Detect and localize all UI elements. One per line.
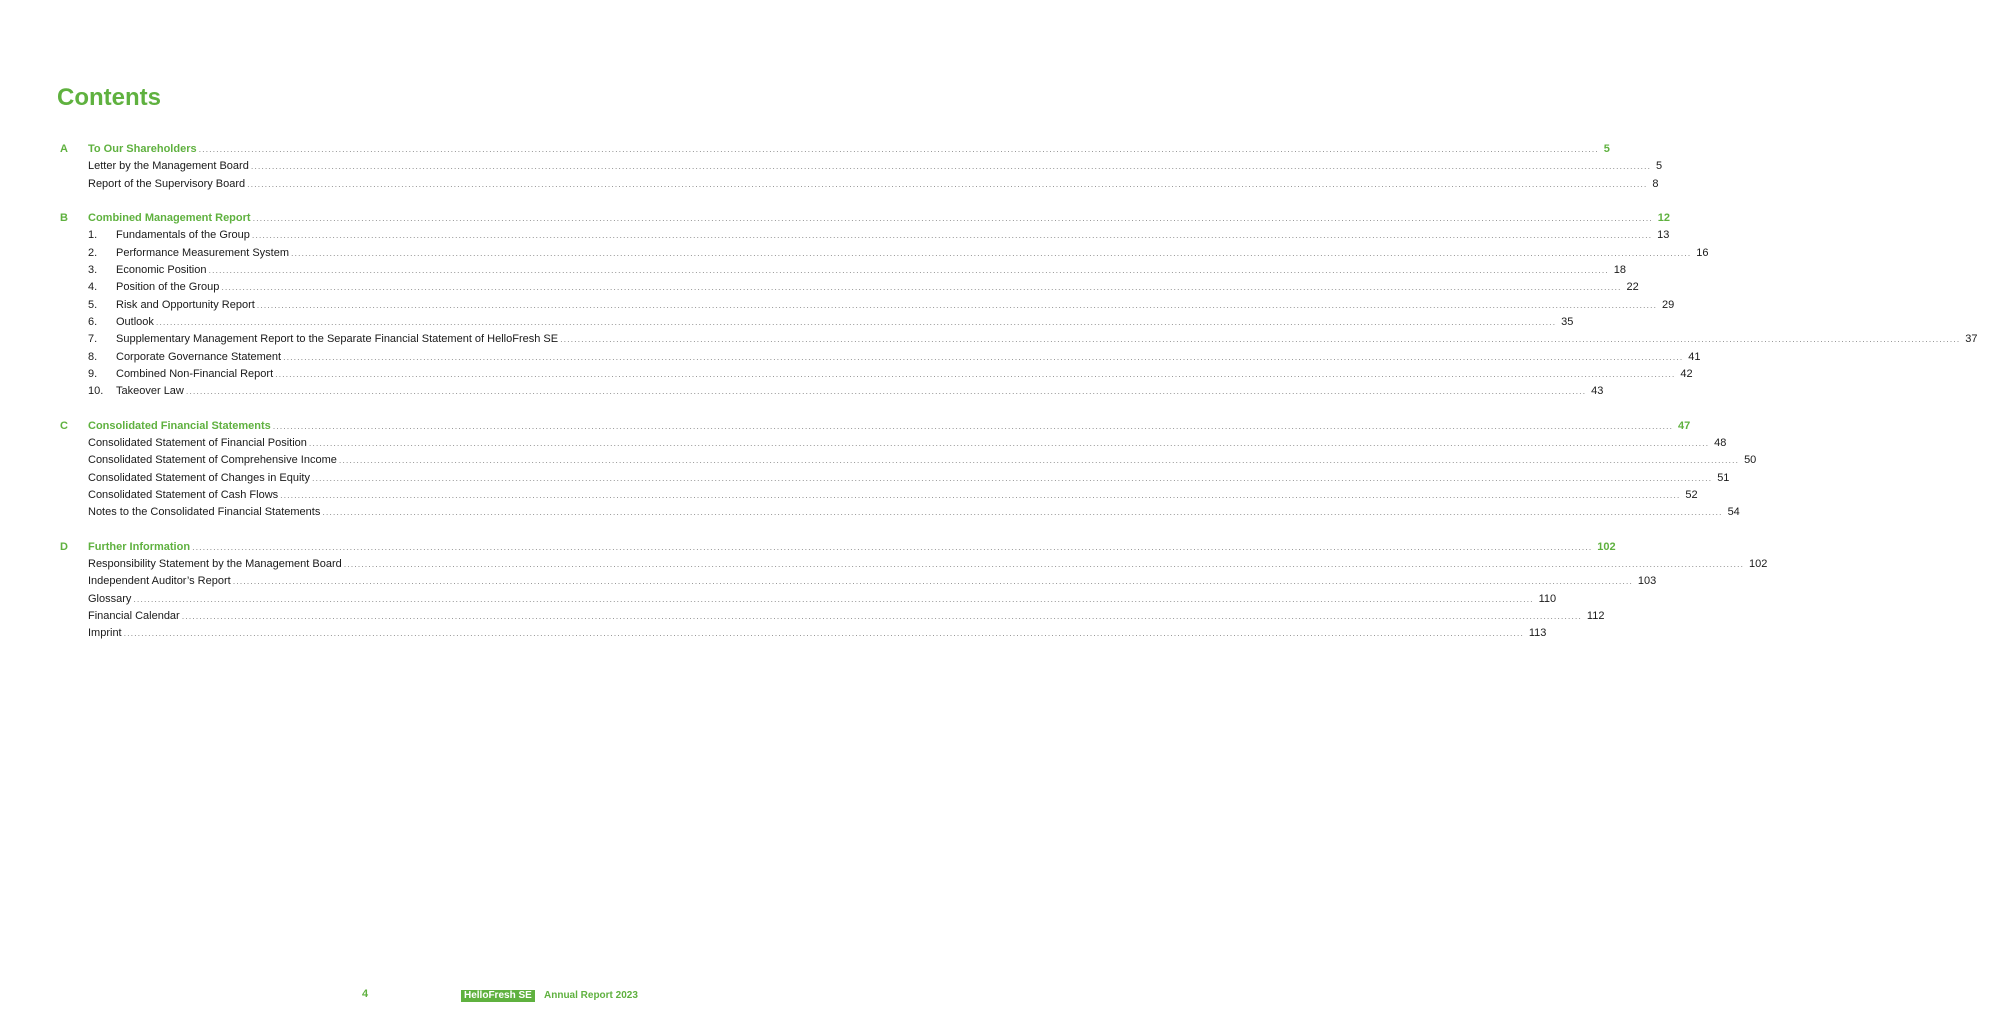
dot-leader: ................................................................................................................................................................................................................................................................................................................................................................................................................ — [322, 507, 1723, 518]
dot-leader: ................................................................................................................................................................................................................................................................................................................................................................................................................ — [133, 593, 1534, 604]
dot-leader: ................................................................................................................................................................................................................................................................................................................................................................................................................ — [251, 230, 1653, 241]
toc-entry[interactable] — [60, 504, 1740, 521]
dot-leader: ................................................................................................................................................................................................................................................................................................................................................................................................................ — [221, 282, 1622, 293]
toc-section-heading[interactable] — [60, 539, 1616, 556]
section-letter: B — [60, 212, 68, 225]
dot-leader: ................................................................................................................................................................................................................................................................................................................................................................................................................ — [123, 628, 1524, 639]
entry-title[interactable]: Letter by the Management Board — [88, 160, 249, 173]
section-page-number: 47 — [1677, 419, 1691, 432]
toc-section — [60, 210, 1978, 400]
toc-entry[interactable] — [60, 608, 1605, 625]
entry-title[interactable]: Combined Non-Financial Report — [116, 367, 274, 380]
entry-title[interactable]: Notes to the Consolidated Financial Statements — [88, 506, 321, 519]
dot-leader: ................................................................................................................................................................................................................................................................................................................................................................................................................ — [250, 161, 1652, 172]
entry-page-number: 35 — [1561, 315, 1574, 328]
entry-title[interactable]: Consolidated Statement of Financial Position — [88, 437, 307, 450]
section-page-number: 5 — [1603, 143, 1610, 155]
section-page-number: 12 — [1657, 212, 1671, 225]
entry-page-number: 41 — [1688, 350, 1701, 363]
dot-leader: ................................................................................................................................................................................................................................................................................................................................................................................................................ — [280, 489, 1681, 500]
entry-title[interactable]: Imprint — [88, 627, 122, 640]
entry-title[interactable]: Takeover Law — [116, 385, 184, 398]
toc-entry[interactable] — [60, 625, 1547, 642]
footer-report-title: Annual Report 2023 — [544, 990, 638, 1001]
toc-entry[interactable] — [60, 366, 1693, 383]
toc-entry[interactable] — [60, 158, 1663, 175]
section-title[interactable]: Further Information — [88, 540, 191, 553]
dot-leader: ................................................................................................................................................................................................................................................................................................................................................................................................................ — [308, 438, 1710, 449]
section-title[interactable]: To Our Shareholders — [88, 143, 197, 155]
toc-entry[interactable] — [60, 314, 1574, 331]
entry-page-number: 50 — [1744, 454, 1757, 467]
entry-title[interactable]: Consolidated Statement of Changes in Equity — [88, 471, 310, 484]
entry-title[interactable]: Consolidated Statement of Comprehensive Income — [88, 454, 337, 467]
dot-leader: ................................................................................................................................................................................................................................................................................................................................................................................................................ — [181, 611, 1582, 622]
dot-leader: ................................................................................................................................................................................................................................................................................................................................................................................................................ — [252, 213, 1653, 224]
entry-title[interactable]: Corporate Governance Statement — [116, 350, 282, 363]
entry-page-number: 42 — [1680, 367, 1693, 380]
toc-entry[interactable] — [60, 227, 1670, 244]
toc-entry[interactable] — [60, 176, 1659, 193]
toc-entry[interactable] — [60, 487, 1698, 504]
dot-leader: ................................................................................................................................................................................................................................................................................................................................................................................................................ — [155, 316, 1557, 327]
toc-entry[interactable] — [60, 573, 1657, 590]
toc-entry[interactable] — [60, 349, 1701, 366]
entry-title[interactable]: Risk and Opportunity Report — [116, 298, 255, 311]
entry-page-number: 113 — [1528, 627, 1547, 640]
entry-number: 6. — [88, 315, 98, 328]
entry-title[interactable]: Outlook — [116, 315, 154, 328]
entry-page-number: 54 — [1727, 506, 1740, 519]
entry-page-number: 13 — [1657, 229, 1670, 242]
entry-number: 10. — [88, 385, 104, 398]
dot-leader: ................................................................................................................................................................................................................................................................................................................................................................................................................ — [198, 144, 1599, 154]
toc-entry[interactable] — [60, 452, 1757, 469]
entry-page-number: 37 — [1965, 333, 1978, 346]
entry-page-number: 5 — [1656, 160, 1663, 173]
entry-title[interactable]: Report of the Supervisory Board — [88, 177, 246, 190]
entry-title[interactable]: Performance Measurement System — [116, 246, 290, 259]
toc-entry[interactable] — [60, 435, 1727, 452]
entry-number: 8. — [88, 350, 98, 363]
toc-section — [60, 141, 1663, 193]
toc-entry[interactable] — [60, 383, 1604, 400]
entry-page-number: 48 — [1714, 437, 1727, 450]
dot-leader: ................................................................................................................................................................................................................................................................................................................................................................................................................ — [272, 420, 1673, 431]
section-letter: C — [60, 419, 68, 432]
table-of-contents — [60, 141, 1978, 660]
toc-section — [60, 539, 1768, 643]
dot-leader: ................................................................................................................................................................................................................................................................................................................................................................................................................ — [343, 559, 1744, 570]
entry-page-number: 29 — [1662, 298, 1675, 311]
dot-leader: ................................................................................................................................................................................................................................................................................................................................................................................................................ — [208, 265, 1609, 276]
toc-section-heading[interactable] — [60, 210, 1671, 227]
entry-title[interactable]: Consolidated Statement of Cash Flows — [88, 488, 279, 501]
section-letter: A — [60, 143, 68, 155]
toc-entry[interactable] — [60, 556, 1768, 573]
entry-page-number: 51 — [1717, 471, 1730, 484]
entry-title[interactable]: Responsibility Statement by the Management Board — [88, 558, 342, 571]
toc-section-heading[interactable] — [60, 141, 1610, 158]
entry-page-number: 8 — [1652, 177, 1659, 190]
toc-entry[interactable] — [60, 279, 1639, 296]
entry-title[interactable]: Independent Auditor’s Report — [88, 575, 231, 588]
entry-number: 3. — [88, 264, 98, 277]
entry-title[interactable]: Position of the Group — [116, 281, 220, 294]
toc-entry[interactable] — [60, 331, 1978, 348]
entry-number: 7. — [88, 333, 98, 346]
entry-page-number: 18 — [1613, 264, 1626, 277]
dot-leader: ................................................................................................................................................................................................................................................................................................................................................................................................................ — [185, 386, 1587, 397]
dot-leader: ................................................................................................................................................................................................................................................................................................................................................................................................................ — [192, 541, 1593, 552]
entry-title[interactable]: Economic Position — [116, 264, 207, 277]
section-letter: D — [60, 540, 68, 553]
footer-page-number: 4 — [362, 988, 369, 1000]
dot-leader: ................................................................................................................................................................................................................................................................................................................................................................................................................ — [247, 178, 1648, 189]
entry-title[interactable]: Financial Calendar — [88, 610, 180, 623]
entry-title[interactable]: Fundamentals of the Group — [116, 229, 250, 242]
toc-section-heading[interactable] — [60, 418, 1691, 435]
entry-page-number: 112 — [1586, 610, 1605, 623]
footer-brand-label: HelloFresh SE — [461, 990, 535, 1002]
toc-entry[interactable] — [60, 591, 1557, 608]
entry-number: 4. — [88, 281, 98, 294]
dot-leader: ................................................................................................................................................................................................................................................................................................................................................................................................................ — [560, 334, 1961, 345]
entry-page-number: 22 — [1626, 281, 1639, 294]
toc-entry[interactable] — [60, 470, 1730, 487]
entry-title[interactable]: Supplementary Management Report to the Separate Financial Statement of HelloFresh SE — [116, 333, 559, 346]
dot-leader: ................................................................................................................................................................................................................................................................................................................................................................................................................ — [311, 472, 1713, 483]
dot-leader: ................................................................................................................................................................................................................................................................................................................................................................................................................ — [275, 368, 1676, 379]
entry-number: 9. — [88, 367, 98, 380]
page-title: Contents — [57, 84, 161, 111]
toc-entry[interactable] — [60, 245, 1709, 262]
entry-page-number: 43 — [1591, 385, 1604, 398]
entry-number: 2. — [88, 246, 98, 259]
entry-number: 5. — [88, 298, 98, 311]
entry-page-number: 16 — [1696, 246, 1709, 259]
entry-page-number: 110 — [1538, 592, 1557, 605]
section-title[interactable]: Combined Management Report — [88, 212, 251, 225]
dot-leader: ................................................................................................................................................................................................................................................................................................................................................................................................................ — [291, 247, 1692, 258]
toc-section — [60, 418, 1757, 522]
entry-title[interactable]: Glossary — [88, 592, 132, 605]
section-page-number: 102 — [1597, 540, 1616, 553]
entry-number: 1. — [88, 229, 98, 242]
dot-leader: ................................................................................................................................................................................................................................................................................................................................................................................................................ — [338, 455, 1740, 466]
dot-leader: ................................................................................................................................................................................................................................................................................................................................................................................................................ — [232, 576, 1633, 587]
dot-leader: ................................................................................................................................................................................................................................................................................................................................................................................................................ — [256, 299, 1657, 310]
entry-page-number: 103 — [1637, 575, 1657, 588]
toc-entry[interactable] — [60, 297, 1675, 314]
section-title[interactable]: Consolidated Financial Statements — [88, 419, 271, 432]
entry-page-number: 52 — [1685, 488, 1698, 501]
dot-leader: ................................................................................................................................................................................................................................................................................................................................................................................................................ — [283, 351, 1684, 362]
toc-entry[interactable] — [60, 262, 1626, 279]
entry-page-number: 102 — [1748, 558, 1768, 571]
